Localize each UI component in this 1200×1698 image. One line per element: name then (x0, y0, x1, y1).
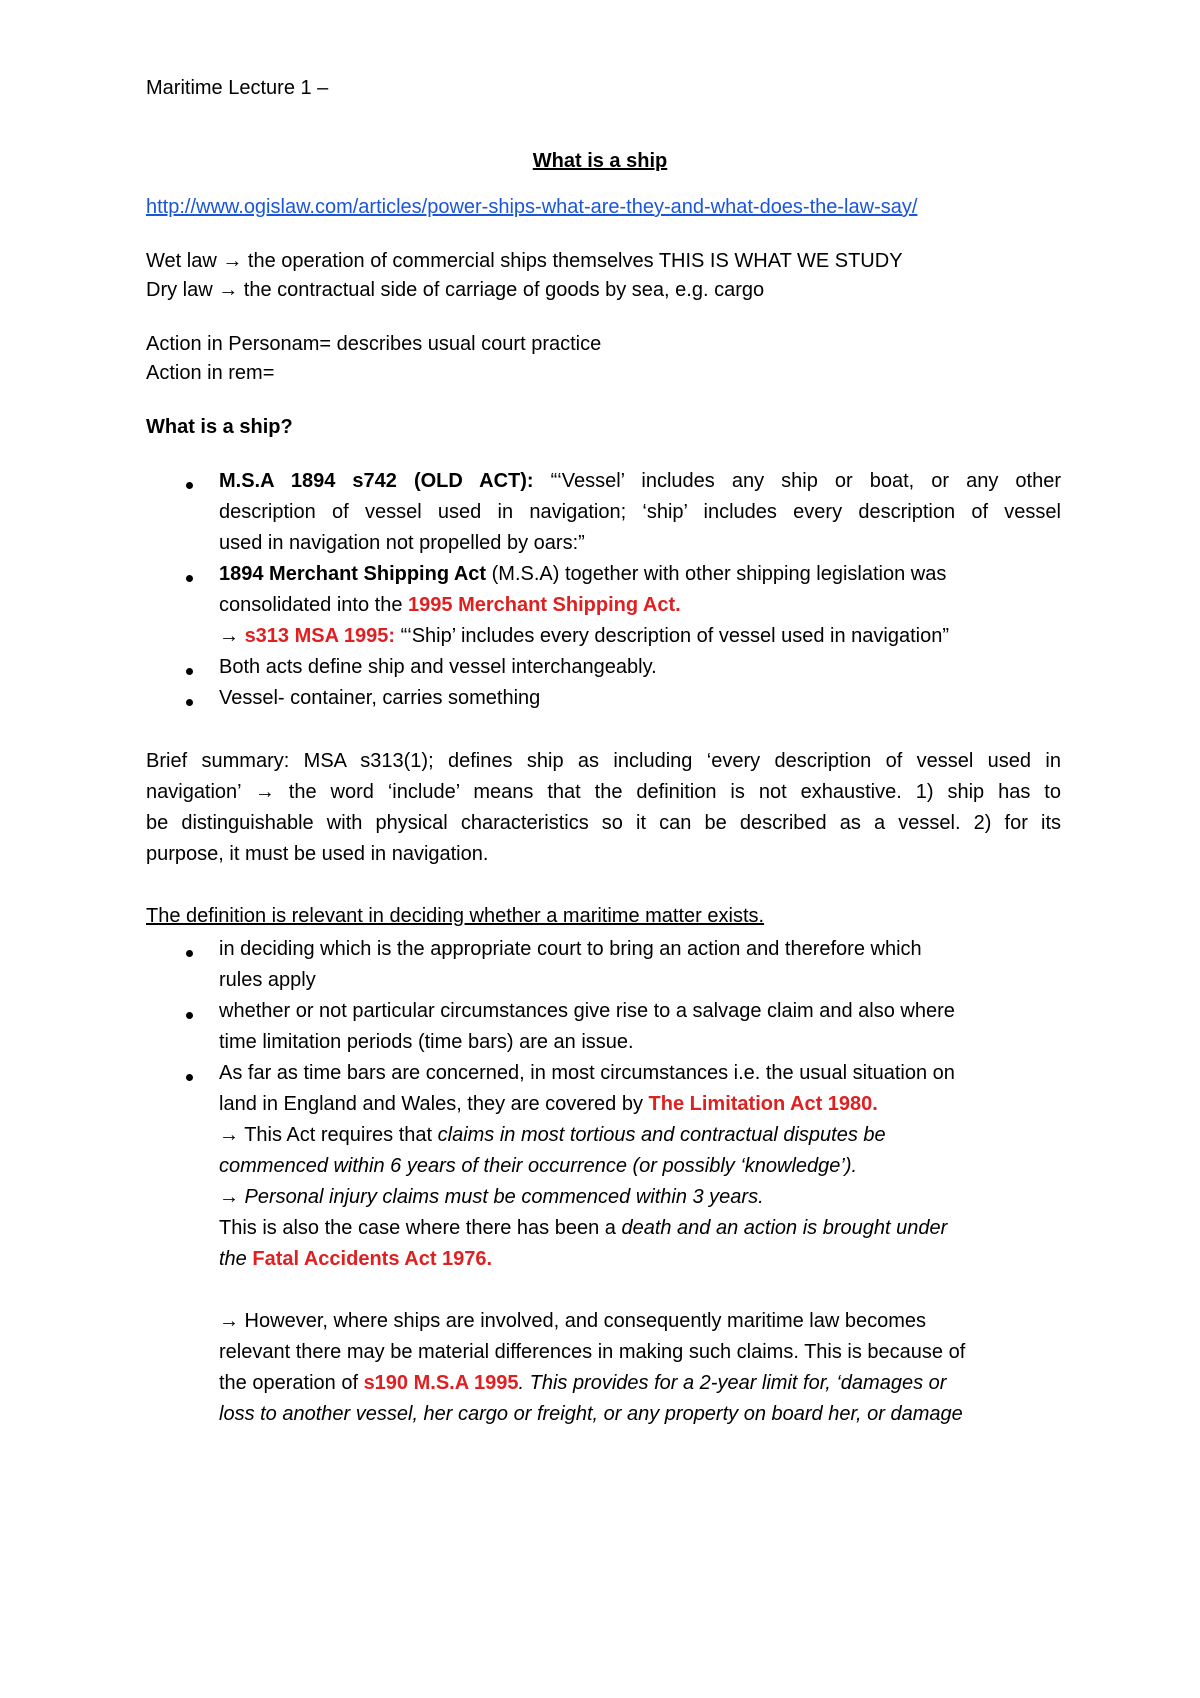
bullet-icon (186, 482, 193, 489)
arrow-icon: → (218, 279, 239, 301)
reference-link[interactable]: http://www.ogislaw.com/articles/power-ships-what-are-they-and-what-does-the-law-say/ (146, 196, 918, 218)
time-bars-line-2 (219, 1090, 878, 1119)
summary-line-3: be distinguishable with physical characteristics so it can be described as a vessel. 2) for its (146, 812, 1061, 834)
court-line-2: rules apply (219, 969, 316, 991)
time-bars-line-1: As far as time bars are concerned, in most circumstances i.e. the usual situation on (219, 1062, 955, 1084)
time-bars-line-11: loss to another vessel, her cargo or freight, or any property on board her, or damage (219, 1403, 963, 1425)
salvage-line-1: whether or not particular circumstances give rise to a salvage claim and also where (219, 1000, 955, 1022)
dry-law-text: the contractual side of carriage of goods by sea, e.g. cargo (238, 279, 765, 301)
msa-1894-text: “‘Vessel’ includes any ship or boat, or any other (533, 470, 1061, 492)
wet-law-text: the operation of commercial ships themselves THIS IS WHAT WE STUDY (242, 250, 903, 272)
dry-law-line (146, 276, 764, 305)
time-bars-line-6 (219, 1214, 947, 1243)
merchant-act-1995: 1995 Merchant Shipping Act. (408, 594, 681, 616)
wet-law-term: Wet law (146, 250, 217, 272)
also-the-case-text: This is also the case where there has been a (219, 1217, 622, 1239)
arrow-icon: → (222, 250, 243, 272)
bullet-icon (186, 1012, 193, 1019)
bullet-icon (186, 699, 193, 706)
main-heading: What is a ship (532, 150, 668, 172)
document-title: Maritime Lecture 1 – (146, 77, 329, 99)
action-in-rem: Action in rem= (146, 362, 275, 384)
time-bars-line-4: commenced within 6 years of their occurrence (or possibly ‘knowledge’). (219, 1155, 858, 1177)
covered-by-text: land in England and Wales, they are covered by (219, 1093, 649, 1115)
summary-line-2 (146, 778, 1061, 807)
bullet-icon (186, 950, 193, 957)
s190-msa-1995: s190 M.S.A 1995 (363, 1372, 519, 1394)
s313-text: “‘Ship’ includes every description of vessel used in navigation” (395, 625, 950, 647)
merchant-act-text: (M.S.A) together with other shipping legislation was (486, 563, 947, 585)
arrow-icon: → (254, 781, 275, 803)
arrow-icon: → (219, 1310, 239, 1332)
time-bars-line-10 (219, 1369, 946, 1398)
limitation-act-1980: The Limitation Act 1980. (648, 1093, 878, 1115)
time-bars-line-3 (219, 1121, 886, 1150)
vessel-container-line: Vessel- container, carries something (219, 687, 541, 709)
claims-text: claims in most tortious and contractual disputes be (437, 1124, 886, 1146)
operation-of-text: the operation of (219, 1372, 364, 1394)
court-line-1: in deciding which is the appropriate court to bring an action and therefore which (219, 938, 922, 960)
death-action-text: death and an action is brought under (621, 1217, 948, 1239)
bullet-icon (186, 668, 193, 675)
however-text: However, where ships are involved, and consequently maritime law becomes (239, 1310, 927, 1332)
dry-law-term: Dry law (146, 279, 213, 301)
msa-1894-line-1 (219, 467, 1061, 496)
s313-label: s313 MSA 1995: (244, 625, 396, 647)
arrow-icon: → (219, 625, 239, 647)
s313-line (219, 622, 949, 651)
arrow-icon: → (219, 1124, 239, 1146)
time-bars-line-7 (219, 1245, 492, 1274)
msa-1894-line-3: used in navigation not propelled by oars:” (219, 532, 585, 554)
bullet-icon (186, 575, 193, 582)
time-bars-line-5 (219, 1183, 764, 1212)
summary-line-4: purpose, it must be used in navigation. (146, 843, 489, 865)
merchant-act-line-2 (219, 591, 681, 620)
msa-1894-label: M.S.A 1894 s742 (OLD ACT): (219, 470, 534, 492)
fatal-accidents-act-1976: Fatal Accidents Act 1976. (252, 1248, 493, 1270)
consolidated-text: consolidated into the (219, 594, 409, 616)
salvage-line-2: time limitation periods (time bars) are an issue. (219, 1031, 634, 1053)
act-requires-text: This Act requires that (239, 1124, 438, 1146)
merchant-act-line-1 (219, 560, 946, 589)
action-in-personam: Action in Personam= describes usual court practice (146, 333, 602, 355)
summary-line-1: Brief summary: MSA s313(1); defines ship as including ‘every description of vessel used in (146, 750, 1061, 772)
both-acts-line: Both acts define ship and vessel interchangeably. (219, 656, 657, 678)
merchant-act-label: 1894 Merchant Shipping Act (219, 563, 487, 585)
summary-include: the word ‘include’ means that the definition is not exhaustive. 1) ship has to (274, 781, 1061, 803)
relevance-heading: The definition is relevant in deciding whether a maritime matter exists. (146, 905, 765, 927)
wet-law-line (146, 247, 903, 276)
what-is-a-ship-question: What is a ship? (146, 416, 293, 438)
time-bars-line-8 (219, 1307, 926, 1336)
two-year-limit-text: . This provides for a 2-year limit for, ‘damages or (518, 1372, 947, 1394)
personal-injury-text: Personal injury claims must be commenced within 3 years. (239, 1186, 764, 1208)
bullet-icon (186, 1074, 193, 1081)
summary-navigation: navigation’ (146, 781, 255, 803)
msa-1894-line-2: description of vessel used in navigation; ‘ship’ includes every description of vessel (219, 501, 1061, 523)
time-bars-line-9: relevant there may be material differences in making such claims. This is because of (219, 1341, 966, 1363)
arrow-icon: → (219, 1186, 239, 1208)
the-text: the (219, 1248, 253, 1270)
